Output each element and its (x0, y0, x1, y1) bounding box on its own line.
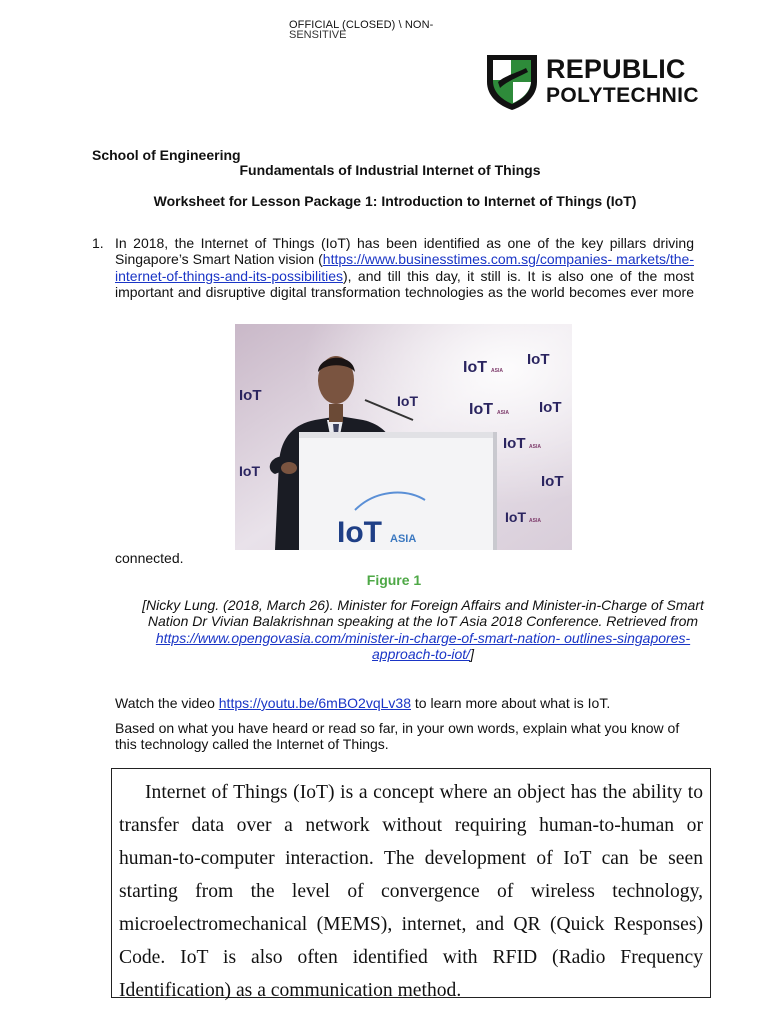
question-text-start: In 2018, the Internet of Things (IoT) has been identified as one of the key pillars driving Singapore’s Smart Nation vision ( (115, 235, 694, 268)
question-number: 1. (92, 235, 104, 251)
svg-text:ASIA: ASIA (491, 368, 503, 374)
svg-text:IoT: IoT (239, 387, 262, 404)
figure-1-photo (235, 324, 572, 550)
svg-text:ASIA: ASIA (497, 410, 509, 416)
youtube-link[interactable]: https://youtu.be/6mBO2vqLv38 (218, 695, 411, 711)
worksheet-title: Worksheet for Lesson Package 1: Introduction to Internet of Things (IoT) (153, 193, 637, 209)
question-text-continued: connected. (115, 550, 184, 566)
svg-text:IoT: IoT (527, 351, 550, 368)
question-text (115, 235, 694, 301)
republic-polytechnic-logo (484, 52, 699, 114)
svg-text:ASIA: ASIA (390, 533, 417, 545)
caption-text: [Nicky Lung. (2018, March 26). Minister for Foreign Affairs and Minister-in-Charge of Smart Nation Dr Vivian Balakrishnan speaking at the IoT Asia 2018 Conference. Retrieved from (142, 597, 704, 630)
svg-text:ASIA: ASIA (529, 444, 541, 450)
svg-text:IoT: IoT (505, 509, 526, 525)
course-title: Fundamentals of Industrial Internet of Things (239, 162, 541, 178)
caption-end: ] (470, 646, 474, 663)
svg-text:IoT: IoT (539, 399, 562, 416)
svg-text:IoT: IoT (239, 463, 260, 479)
question-text-end: ), and till this day, it still is. It is also one of the most important and disruptive digital transformation technologies as the world becomes ever more (115, 267, 694, 301)
svg-text:ASIA: ASIA (529, 518, 541, 524)
businesstimes-link[interactable]: https://www.businesstimes.com.sg/companies- markets/the-internet-of-things-and-its-possibilities (115, 251, 694, 284)
svg-text:IoT: IoT (469, 401, 493, 418)
svg-text:IoT: IoT (463, 359, 487, 376)
answer-prompt: Based on what you have heard or read so far, in your own words, explain what you know of this technology called the Internet of Things. (115, 720, 680, 753)
logo-line-1: REPUBLIC (546, 54, 686, 84)
classification-header: OFFICIAL (CLOSED) \ NON- (289, 19, 434, 31)
answer-text: Internet of Things (IoT) is a concept where an object has the ability to transfer data over a network without requiring human-to-human or human-to-computer interaction. The development of IoT can be seen starting from the level of convergence of wireless technology, microelectromechanical (MEMS), internet, and QR (Quick Responses) Code. IoT is also often identified with RFID (Radio Frequency Identification) as a communication method. (119, 782, 703, 1001)
watch-text-start: Watch the video (115, 695, 219, 711)
svg-text:IoT: IoT (503, 435, 526, 452)
figure-label: Figure 1 (366, 572, 422, 588)
watch-text-end: to learn more about what is IoT. (411, 695, 611, 711)
svg-text:IoT: IoT (541, 473, 564, 490)
answer-box[interactable] (111, 768, 711, 1001)
classification-header-continued: SENSITIVE (289, 29, 347, 41)
logo-line-2: POLYTECHNIC (546, 84, 699, 107)
opengovasia-link[interactable]: https://www.opengovasia.com/minister-in-charge-of-smart-nation- outlines-singapores-approach-to-iot/ (155, 629, 691, 663)
school-name: School of Engineering (92, 147, 241, 163)
figure-caption (138, 597, 708, 663)
watch-video-line (115, 695, 610, 711)
svg-text:IoT: IoT (337, 516, 382, 549)
svg-text:IoT: IoT (397, 393, 418, 409)
shield-logo-icon (484, 52, 540, 112)
